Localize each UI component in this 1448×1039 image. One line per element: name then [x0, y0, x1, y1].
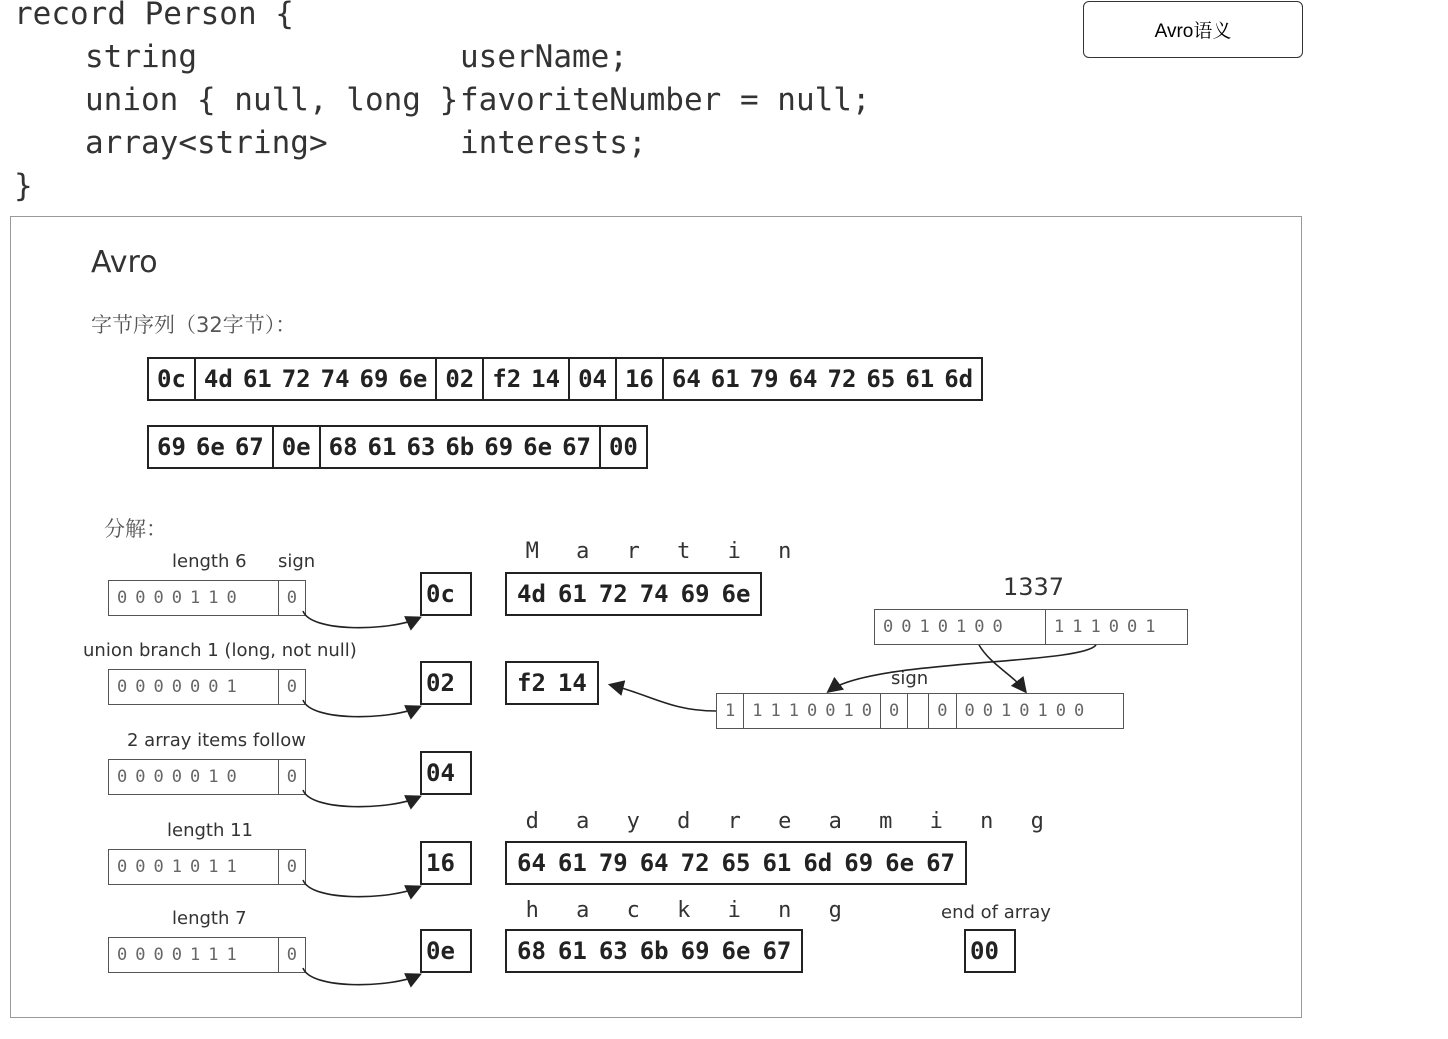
ascii-letter: a	[576, 898, 590, 923]
continuation-bit-2: 0	[929, 694, 956, 728]
hex-byte: 6d	[803, 849, 833, 877]
code-field-username: userName;	[460, 39, 628, 75]
ascii-letter: g	[1030, 809, 1044, 834]
hex-byte: 61	[557, 849, 587, 877]
bits-value: 0 0 0 0 0 0 1	[109, 670, 279, 704]
bits-low: 1 1 1 0 0 1	[1054, 617, 1156, 637]
hex-byte: 74	[320, 365, 350, 393]
hex-byte: 61	[905, 365, 935, 393]
ascii-letter: e	[778, 809, 792, 834]
hex-byte: 64	[517, 849, 546, 877]
hex-byte: 00	[608, 433, 638, 461]
hex-byte: 61	[367, 433, 397, 461]
hex-byte: 14	[557, 669, 587, 697]
byte-sequence-label: 字节序列（32字节）：	[91, 313, 297, 337]
bits-value: 0 0 0 0 0 1 0	[109, 760, 279, 794]
hex-byte: 6e	[721, 937, 751, 965]
hex-byte: 69	[680, 937, 710, 965]
arrow-to-low-group	[979, 645, 1025, 691]
avro-semantics-button[interactable]: Avro语义	[1083, 1, 1303, 58]
field-label-union-branch: union branch 1 (long, not null)	[83, 640, 357, 661]
ascii-letter: n	[980, 809, 994, 834]
output-byte-0e: 0e	[420, 929, 472, 973]
number-sign-label: sign	[891, 668, 929, 689]
hex-byte: 63	[598, 937, 628, 965]
sign-bit: 0	[286, 677, 297, 697]
arrow-16	[303, 880, 419, 897]
hex-byte: f2	[492, 365, 522, 393]
hex-byte: 6e	[398, 365, 428, 393]
hex-byte: 68	[517, 937, 546, 965]
hex-byte: 69	[844, 849, 874, 877]
field-label-array-items: 2 array items follow	[127, 730, 306, 751]
hex-byte: 14	[531, 365, 561, 393]
hex-byte: 64	[639, 849, 669, 877]
output-byte-16: 16	[420, 841, 472, 885]
hex-byte: 61	[557, 937, 587, 965]
hex-byte: 61	[557, 580, 587, 608]
output-byte-0c: 0c	[420, 572, 472, 616]
code-type-string: string	[85, 39, 197, 75]
bits-value: 0 0 0 0 1 1 1	[109, 938, 279, 972]
breakdown-label: 分解：	[104, 517, 167, 541]
hex-byte: 74	[639, 580, 669, 608]
ascii-letter: d	[525, 809, 539, 834]
field-label-length-7: length 7	[172, 908, 247, 929]
hex-byte: 6e	[885, 849, 915, 877]
field-label-length-6: length 6	[172, 551, 247, 572]
continuation-bit-1: 1	[717, 694, 744, 728]
hex-byte: 65	[721, 849, 751, 877]
arrow-02	[303, 700, 419, 717]
hex-byte: 69	[680, 580, 710, 608]
output-byte-02: 02	[420, 661, 472, 705]
sign-bit: 0	[881, 694, 908, 728]
bits-value: 0 0 0 1 0 1 1	[109, 850, 279, 884]
hex-byte: 64	[671, 365, 701, 393]
ascii-letter: k	[677, 898, 691, 923]
sign-bit: 0	[286, 945, 297, 965]
hex-byte: 72	[680, 849, 710, 877]
arrow-0c	[303, 611, 419, 628]
bits-high: 0 0 1 0 1 0 0	[875, 610, 1046, 644]
hex-byte: 69	[484, 433, 514, 461]
code-field-interests: interests;	[460, 125, 647, 161]
ascii-letter: m	[879, 809, 893, 834]
ascii-letter: r	[626, 539, 640, 564]
hex-byte: 61	[710, 365, 740, 393]
ascii-letter: c	[626, 898, 640, 923]
hex-byte: 72	[281, 365, 311, 393]
ascii-letter: y	[626, 809, 640, 834]
arrow-to-sign-group	[829, 645, 1096, 691]
field-label-length-11: length 11	[167, 820, 254, 841]
hex-byte: 6e	[721, 580, 751, 608]
output-byte-04: 04	[420, 751, 472, 795]
hex-byte: 67	[562, 433, 591, 461]
ascii-letter: i	[929, 809, 943, 834]
ascii-letter: g	[828, 898, 842, 923]
hex-byte: 79	[749, 365, 779, 393]
ascii-letter: n	[778, 539, 792, 564]
ascii-letter: t	[677, 539, 691, 564]
ascii-letter: h	[525, 898, 539, 923]
hex-byte: 61	[242, 365, 272, 393]
number-value: 1337	[1003, 573, 1065, 601]
hex-byte: 67	[926, 849, 955, 877]
ascii-letter: i	[727, 539, 741, 564]
ascii-letter: a	[576, 539, 590, 564]
ascii-letter: i	[727, 898, 741, 923]
end-of-array-byte: 00	[964, 929, 1016, 973]
hex-byte: 69	[359, 365, 389, 393]
hex-byte: 63	[406, 433, 436, 461]
ascii-letter: r	[727, 809, 741, 834]
arrow-to-f2-14	[611, 685, 716, 711]
hex-byte: 6b	[639, 937, 669, 965]
hex-byte: 0c	[157, 365, 186, 393]
ascii-letter: a	[576, 809, 590, 834]
sign-label: sign	[278, 551, 316, 572]
ascii-letter: a	[828, 809, 842, 834]
hex-byte: 6e	[195, 433, 225, 461]
ascii-letter: n	[778, 898, 792, 923]
hex-byte: 67	[234, 433, 264, 461]
figure-title: Avro	[91, 245, 158, 280]
hex-byte: 6d	[944, 365, 974, 393]
end-of-array-label: end of array	[941, 902, 1051, 923]
hex-byte: 61	[762, 849, 792, 877]
hex-byte: 04	[578, 365, 607, 393]
sign-bit: 0	[286, 857, 297, 877]
hex-byte: 67	[762, 937, 792, 965]
hex-byte: 64	[788, 365, 818, 393]
hex-byte: 6b	[445, 433, 475, 461]
hex-byte: 65	[866, 365, 896, 393]
hex-byte: 16	[624, 365, 654, 393]
code-line-close: }	[14, 168, 33, 204]
hex-byte: 0e	[281, 433, 311, 461]
hex-byte: 4d	[517, 580, 546, 608]
hex-byte: f2	[517, 669, 546, 697]
sign-bit: 0	[286, 588, 297, 608]
hex-byte: 4d	[203, 365, 233, 393]
sign-bit: 0	[286, 767, 297, 787]
hex-byte: 69	[157, 433, 186, 461]
hex-byte: 68	[328, 433, 358, 461]
ascii-letter: d	[677, 809, 691, 834]
code-type-union: union { null, long }	[85, 82, 459, 118]
payload-bits-1: 1 1 1 0 0 1 0	[744, 694, 881, 728]
hex-byte: 72	[598, 580, 628, 608]
payload-bits-2: 0 0 1 0 1 0 0	[964, 701, 1085, 721]
hex-byte: 02	[445, 365, 475, 393]
code-line-record: record Person {	[14, 0, 294, 32]
avro-encoding-figure	[10, 216, 1302, 1018]
hex-byte: 6e	[523, 433, 553, 461]
code-type-array: array<string>	[85, 125, 328, 161]
hex-byte: 72	[827, 365, 857, 393]
ascii-letter: M	[525, 539, 539, 564]
bits-value: 0 0 0 0 1 1 0	[109, 581, 279, 615]
arrow-04	[303, 790, 419, 807]
connector-arrows	[11, 217, 1303, 1019]
arrow-0e	[303, 968, 419, 985]
hex-byte: 79	[598, 849, 628, 877]
code-field-favorite-number: favoriteNumber = null;	[460, 82, 871, 118]
